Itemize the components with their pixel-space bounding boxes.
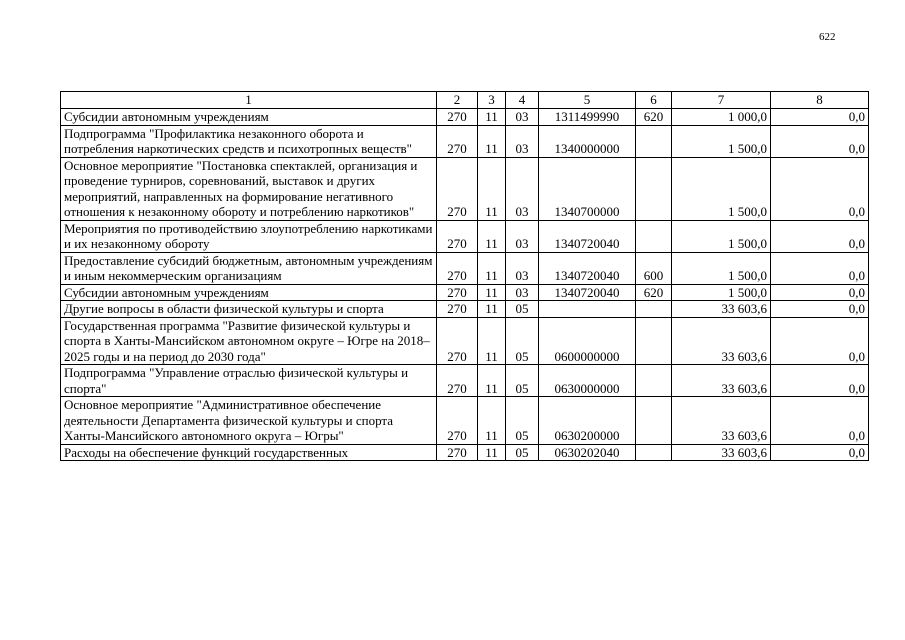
cell-section-code: 11: [478, 125, 506, 157]
cell-description: Мероприятия по противодействию злоупотреблению наркотиками и их незаконному обороту: [61, 220, 437, 252]
table-row: [61, 444, 869, 461]
cell-amount-col8: 0,0: [771, 301, 869, 318]
cell-section-code: 11: [478, 397, 506, 445]
cell-ministry-code: 270: [437, 301, 478, 318]
cell-ministry-code: 270: [437, 397, 478, 445]
cell-target-article-code: 1340720040: [539, 284, 636, 301]
cell-expense-type-code: [636, 444, 672, 461]
cell-expense-type-code: [636, 365, 672, 397]
cell-target-article-code: 0630200000: [539, 397, 636, 445]
cell-amount-col8: 0,0: [771, 317, 869, 365]
cell-amount: 1 500,0: [672, 157, 771, 220]
header-col-6: 6: [636, 92, 672, 109]
cell-section-code: 11: [478, 252, 506, 284]
cell-amount-col8: 0,0: [771, 252, 869, 284]
cell-subsection-code: 05: [506, 317, 539, 365]
header-col-3: 3: [478, 92, 506, 109]
cell-description: Расходы на обеспечение функций государственных: [61, 444, 437, 461]
header-col-7: 7: [672, 92, 771, 109]
cell-description: Государственная программа "Развитие физической культуры и спорта в Ханты-Мансийском автономном округе – Югре на 2018–2025 годы и на период до 2030 года": [61, 317, 437, 365]
cell-ministry-code: 270: [437, 252, 478, 284]
cell-subsection-code: 03: [506, 220, 539, 252]
cell-section-code: 11: [478, 109, 506, 126]
table-row: [61, 365, 869, 397]
cell-amount-col8: 0,0: [771, 157, 869, 220]
cell-description: Другие вопросы в области физической культуры и спорта: [61, 301, 437, 318]
cell-section-code: 11: [478, 365, 506, 397]
header-row: [61, 92, 869, 109]
cell-amount: 33 603,6: [672, 365, 771, 397]
cell-section-code: 11: [478, 301, 506, 318]
cell-target-article-code: 1340000000: [539, 125, 636, 157]
cell-amount-col8: 0,0: [771, 365, 869, 397]
cell-amount: 1 000,0: [672, 109, 771, 126]
cell-expense-type-code: [636, 397, 672, 445]
header-col-4: 4: [506, 92, 539, 109]
cell-subsection-code: 03: [506, 284, 539, 301]
cell-ministry-code: 270: [437, 109, 478, 126]
cell-amount-col8: 0,0: [771, 397, 869, 445]
cell-description: Основное мероприятие "Административное обеспечение деятельности Департамента физической культуры и спорта Ханты-Мансийского автономного округа – Югры": [61, 397, 437, 445]
cell-target-article-code: 1340720040: [539, 252, 636, 284]
cell-target-article-code: 0600000000: [539, 317, 636, 365]
table-row: [61, 317, 869, 365]
table-row: [61, 284, 869, 301]
cell-amount: 1 500,0: [672, 220, 771, 252]
table-row: [61, 125, 869, 157]
cell-amount-col8: 0,0: [771, 109, 869, 126]
cell-expense-type-code: 620: [636, 109, 672, 126]
cell-expense-type-code: [636, 317, 672, 365]
cell-ministry-code: 270: [437, 444, 478, 461]
header-col-8: 8: [771, 92, 869, 109]
cell-target-article-code: 0630000000: [539, 365, 636, 397]
cell-section-code: 11: [478, 317, 506, 365]
budget-table: [60, 91, 869, 461]
cell-ministry-code: 270: [437, 365, 478, 397]
cell-subsection-code: 03: [506, 109, 539, 126]
table-row: [61, 220, 869, 252]
cell-ministry-code: 270: [437, 220, 478, 252]
cell-amount: 1 500,0: [672, 284, 771, 301]
cell-amount: 1 500,0: [672, 252, 771, 284]
header-col-2: 2: [437, 92, 478, 109]
cell-section-code: 11: [478, 444, 506, 461]
page-number: 622: [819, 31, 836, 43]
cell-ministry-code: 270: [437, 284, 478, 301]
table-row: [61, 157, 869, 220]
cell-section-code: 11: [478, 157, 506, 220]
cell-amount: 33 603,6: [672, 317, 771, 365]
table-body: [61, 109, 869, 461]
table-row: [61, 397, 869, 445]
table-row: [61, 252, 869, 284]
cell-ministry-code: 270: [437, 125, 478, 157]
cell-amount: 1 500,0: [672, 125, 771, 157]
cell-target-article-code: 1311499990: [539, 109, 636, 126]
cell-subsection-code: 03: [506, 252, 539, 284]
cell-description: Субсидии автономным учреждениям: [61, 109, 437, 126]
cell-description: Подпрограмма "Профилактика незаконного оборота и потребления наркотических средств и психотропных веществ": [61, 125, 437, 157]
cell-target-article-code: [539, 301, 636, 318]
cell-subsection-code: 03: [506, 125, 539, 157]
cell-section-code: 11: [478, 220, 506, 252]
cell-expense-type-code: [636, 125, 672, 157]
cell-section-code: 11: [478, 284, 506, 301]
cell-subsection-code: 05: [506, 397, 539, 445]
cell-amount: 33 603,6: [672, 444, 771, 461]
cell-subsection-code: 05: [506, 444, 539, 461]
table-row: [61, 301, 869, 318]
cell-description: Предоставление субсидий бюджетным, автономным учреждениям и иным некоммерческим организациям: [61, 252, 437, 284]
cell-subsection-code: 03: [506, 157, 539, 220]
cell-subsection-code: 05: [506, 301, 539, 318]
table-row: [61, 109, 869, 126]
header-col-5: 5: [539, 92, 636, 109]
cell-amount: 33 603,6: [672, 397, 771, 445]
cell-amount: 33 603,6: [672, 301, 771, 318]
cell-description: Подпрограмма "Управление отраслью физической культуры и спорта": [61, 365, 437, 397]
cell-ministry-code: 270: [437, 157, 478, 220]
cell-expense-type-code: 620: [636, 284, 672, 301]
cell-description: Субсидии автономным учреждениям: [61, 284, 437, 301]
header-col-1: 1: [61, 92, 437, 109]
cell-amount-col8: 0,0: [771, 444, 869, 461]
cell-expense-type-code: 600: [636, 252, 672, 284]
cell-amount-col8: 0,0: [771, 125, 869, 157]
cell-target-article-code: 1340720040: [539, 220, 636, 252]
cell-expense-type-code: [636, 220, 672, 252]
cell-description: Основное мероприятие "Постановка спектаклей, организация и проведение турниров, соревнований, выставок и других мероприятий, направленных на формирование негативного отношения к незаконному обороту и потреблению наркотиков": [61, 157, 437, 220]
cell-expense-type-code: [636, 157, 672, 220]
cell-subsection-code: 05: [506, 365, 539, 397]
cell-amount-col8: 0,0: [771, 220, 869, 252]
cell-target-article-code: 0630202040: [539, 444, 636, 461]
cell-expense-type-code: [636, 301, 672, 318]
cell-target-article-code: 1340700000: [539, 157, 636, 220]
cell-ministry-code: 270: [437, 317, 478, 365]
cell-amount-col8: 0,0: [771, 284, 869, 301]
